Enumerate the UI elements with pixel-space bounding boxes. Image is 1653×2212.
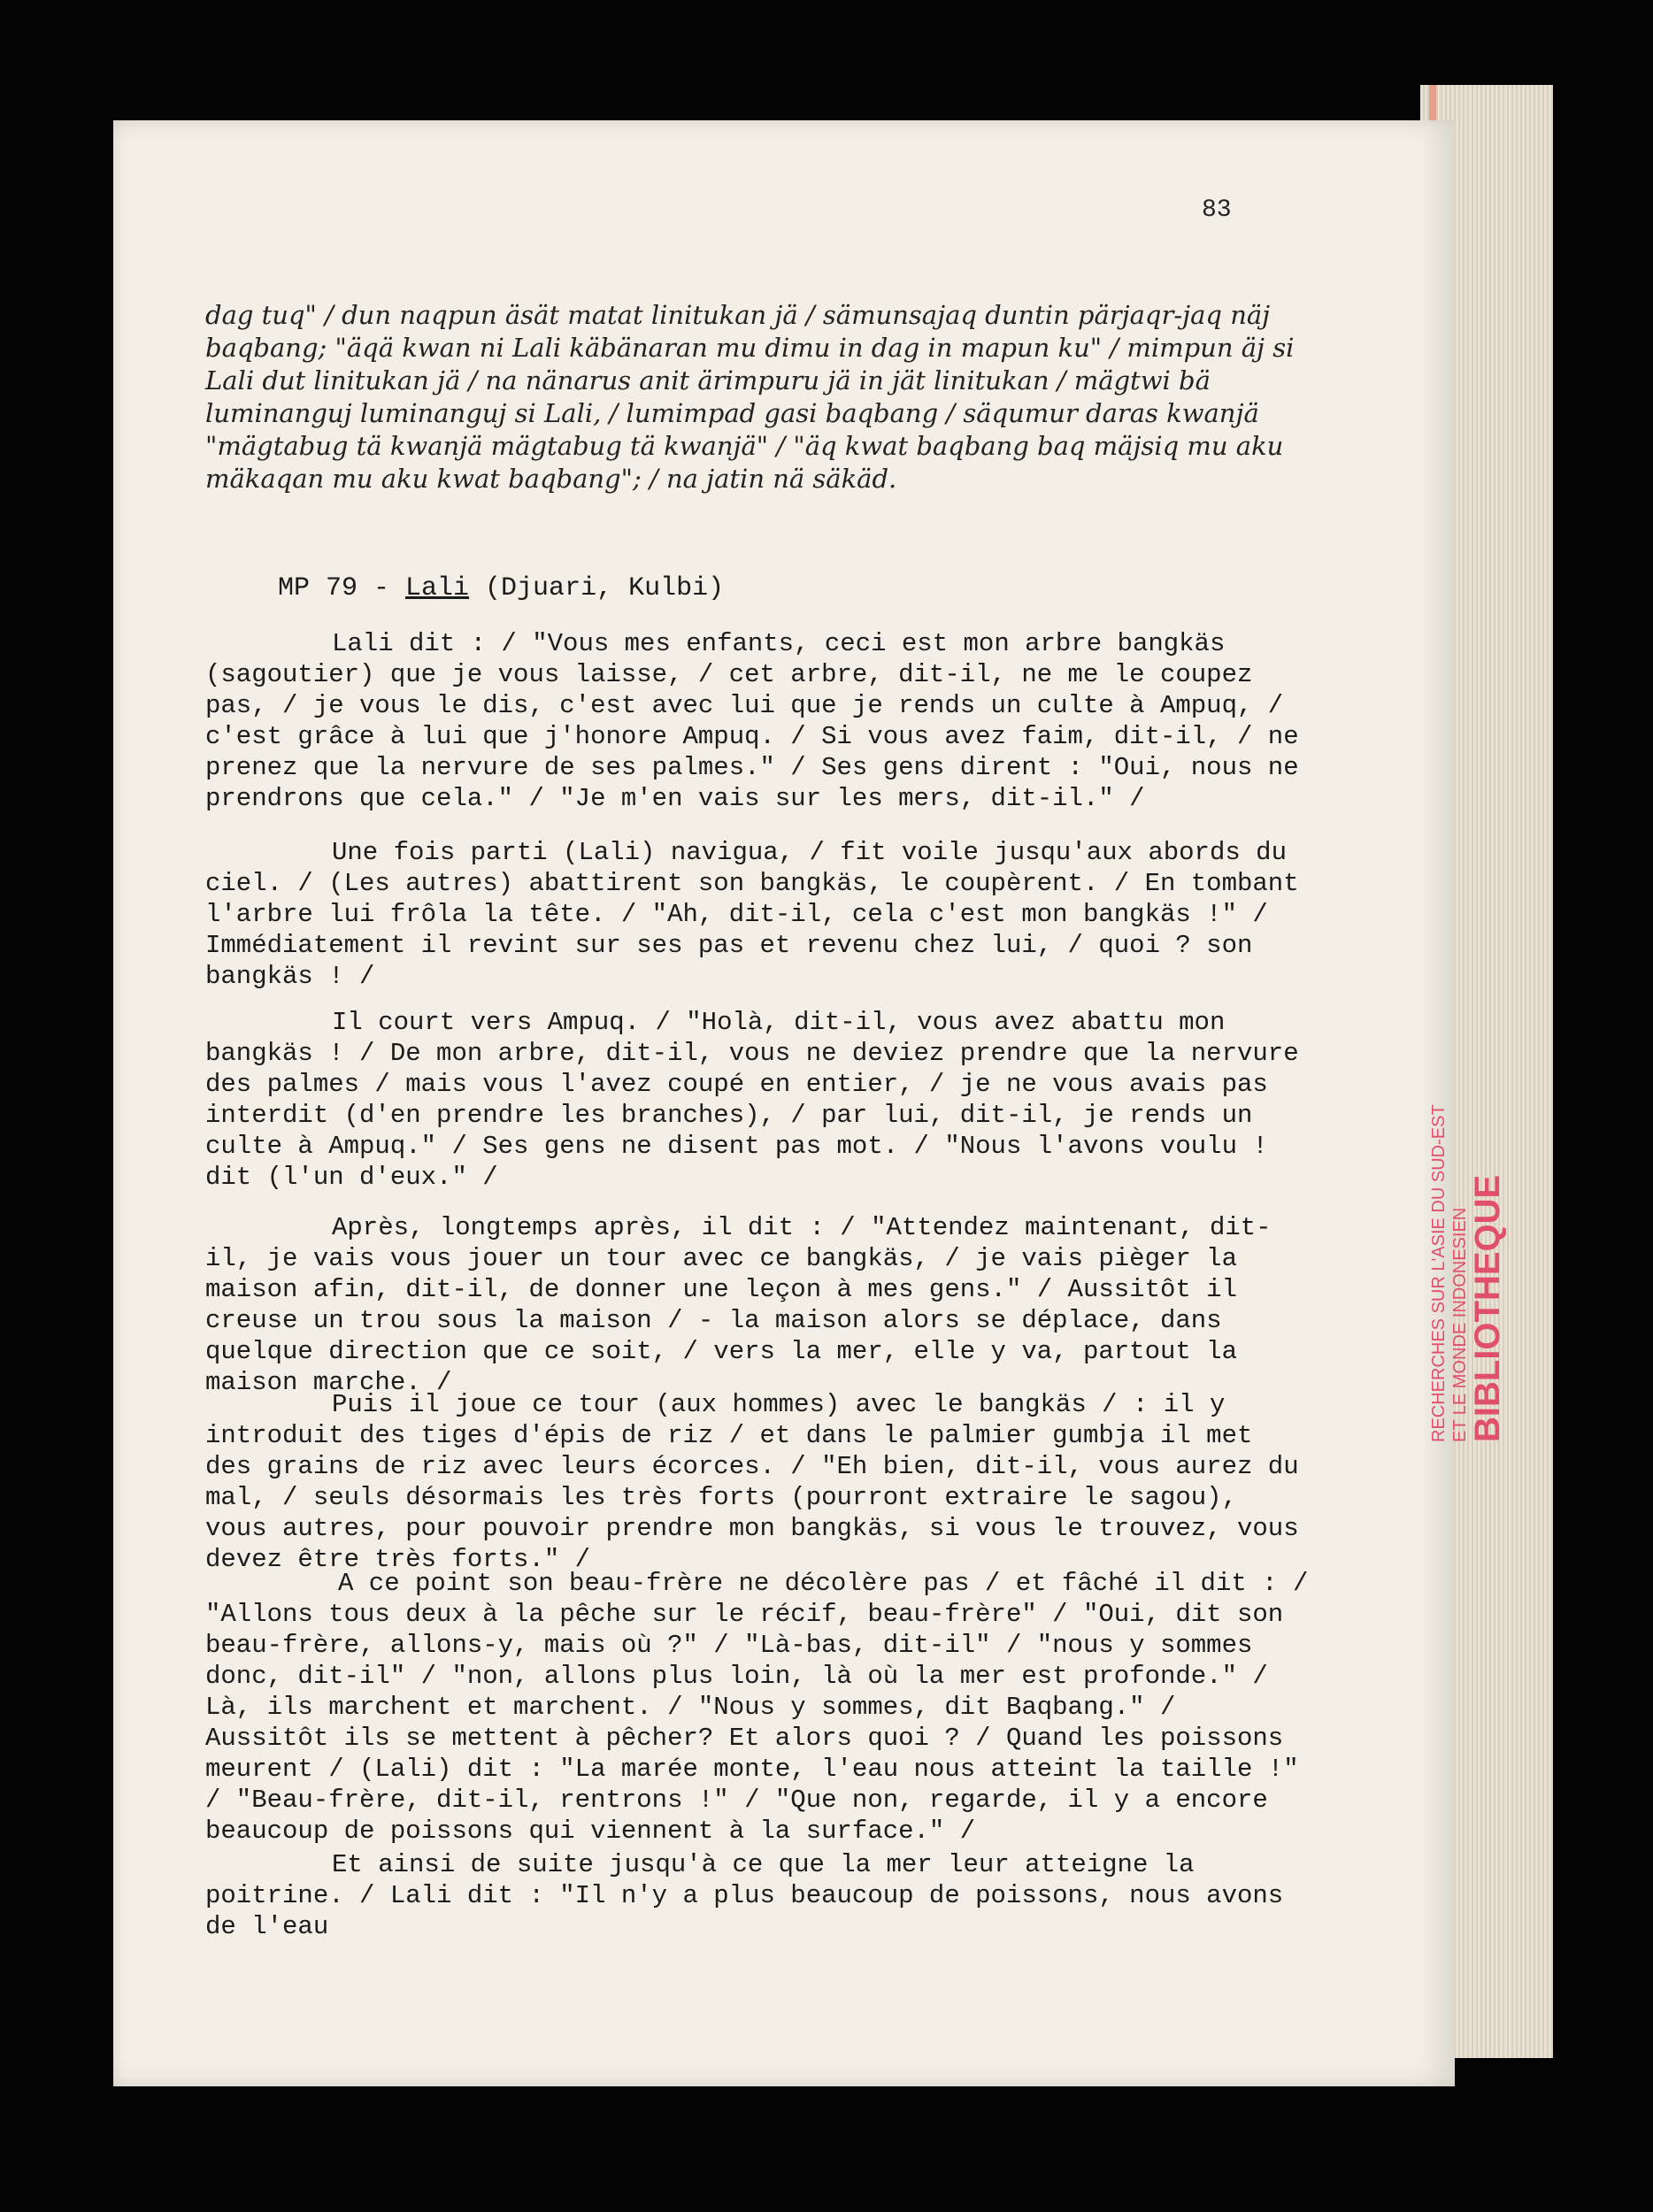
stamp-line-2: ET LE MONDE INDONESIEN xyxy=(1450,1207,1470,1442)
stamp-line-1: RECHERCHES SUR L'ASIE DU SUD-EST xyxy=(1429,1104,1449,1442)
paragraph-4 xyxy=(205,1212,1311,1398)
paragraph-6 xyxy=(205,1568,1311,1847)
heading-prefix: MP 79 - xyxy=(278,573,406,603)
native-language-passage: dag tuq" / dun naqpun äsät matat linitukan jä / sämunsajaq duntin pärjaqr-jaq näj baqbang; "äqä kwan ni Lali käbänaran mu dimu in dag in mapun ku" / mimpun äj si Lali dut linitukan jä / na nänarus anit ärimpuru jä in jät linitukan / mägtwi bä luminanguj luminanguj si Lali, / lumimpad gasi baqbang / säqumur daras kwanjä "mägtabug tä kwanjä mägtabug tä kwanjä" / "äq kwat baqbang baq mäjsiq mu aku mäkaqan mu aku kwat baqbang"; / na jatin nä säkäd. xyxy=(205,300,1295,494)
heading-suffix: (Djuari, Kulbi) xyxy=(469,573,725,603)
paragraph-text: Puis il joue ce tour (aux hommes) avec le bangkäs / : il y introduit des tiges d'épis de riz / et dans le palmier gumbja il met des grains de riz avec leurs écorces. / "Eh bien, dit-il, vous aurez du mal, / seuls désormais les très forts (pourront extraire le sagou), vous autres, pour pouvoir prendre mon bangkäs, si vous le trouvez, vous devez être très forts." / xyxy=(205,1390,1299,1574)
paragraph-text: Après, longtemps après, il dit : / "Attendez maintenant, dit-il, je vais vous jouer un tour avec ce bangkäs, / je vais pièger la maison afin, dit-il, de donner une leçon à mes gens." / Aussitôt il creuse un trou sous la maison / - la maison alors se déplace, dans quelque direction que ce soit, / vers la mer, elle y va, partout la maison marche. / xyxy=(205,1213,1272,1397)
library-stamp-graphic xyxy=(1426,885,1533,1451)
stamp-line-3: BIBLIOTHEQUE xyxy=(1468,1174,1507,1442)
paragraph-7 xyxy=(205,1849,1311,1942)
paragraph-text: Lali dit : / "Vous mes enfants, ceci est mon arbre bangkäs (sagoutier) que je vous laisse, / cet arbre, dit-il, ne me le coupez pas, / je vous le dis, c'est avec lui que je rends un culte à Ampuq, / c'est grâce à lui que j'honore Ampuq. / Si vous avez faim, dit-il, / ne prenez que la nervure de ses palmes." / Ses gens dirent : "Oui, nous ne prendrons que cela." / "Je m'en vais sur les mers, dit-il." / xyxy=(205,629,1299,813)
paragraph-1 xyxy=(205,628,1311,814)
paragraph-text: Une fois parti (Lali) navigua, / fit voile jusqu'aux abords du ciel. / (Les autres) abattirent son bangkäs, le coupèrent. / En tombant l'arbre lui frôla la tête. / "Ah, dit-il, cela c'est mon bangkäs !" / Immédiatement il revint sur ses pas et revenu chez lui, / quoi ? son bangkäs ! / xyxy=(205,838,1299,991)
heading-name: Lali xyxy=(405,573,470,603)
section-heading xyxy=(205,573,1311,604)
paragraph-text: Et ainsi de suite jusqu'à ce que la mer leur atteigne la poitrine. / Lali dit : "Il n'y a plus beaucoup de poissons, nous avons de l'eau xyxy=(205,1850,1284,1941)
library-stamp xyxy=(1426,885,1533,1451)
paragraph-2 xyxy=(205,837,1311,992)
paragraph-text: Il court vers Ampuq. / "Holà, dit-il, vous avez abattu mon bangkäs ! / De mon arbre, dit-il, vous ne deviez prendre que la nervure des palmes / mais vous l'avez coupé en entier, / je ne vous avais pas interdit (d'en prendre les branches), / par lui, dit-il, je rends un culte à Ampuq." / Ses gens ne disent pas mot. / "Nous l'avons voulu ! dit (l'un d'eux." / xyxy=(205,1008,1299,1192)
paragraph-5 xyxy=(205,1389,1311,1575)
paragraph-text: A ce point son beau-frère ne décolère pas / et fâché il dit : / "Allons tous deux à la pêche sur le récif, beau-frère" / "Oui, dit son beau-frère, allons-y, mais où ?" / "Là-bas, dit-il" / "nous y sommes donc, dit-il" / "non, allons plus loin, là où la mer est profonde." / Là, ils marchent et marchent. / "Nous y sommes, dit Baqbang." / Aussitôt ils se mettent à pêcher? Et alors quoi ? / Quand les poissons meurent / (Lali) dit : "La marée monte, l'eau nous atteint la taille !" / "Beau-frère, dit-il, rentrons !" / "Que non, regarde, il y a encore beaucoup de poissons qui viennent à la surface." / xyxy=(205,1569,1309,1846)
paragraph-3 xyxy=(205,1007,1311,1193)
page-number: 83 xyxy=(1202,196,1232,224)
